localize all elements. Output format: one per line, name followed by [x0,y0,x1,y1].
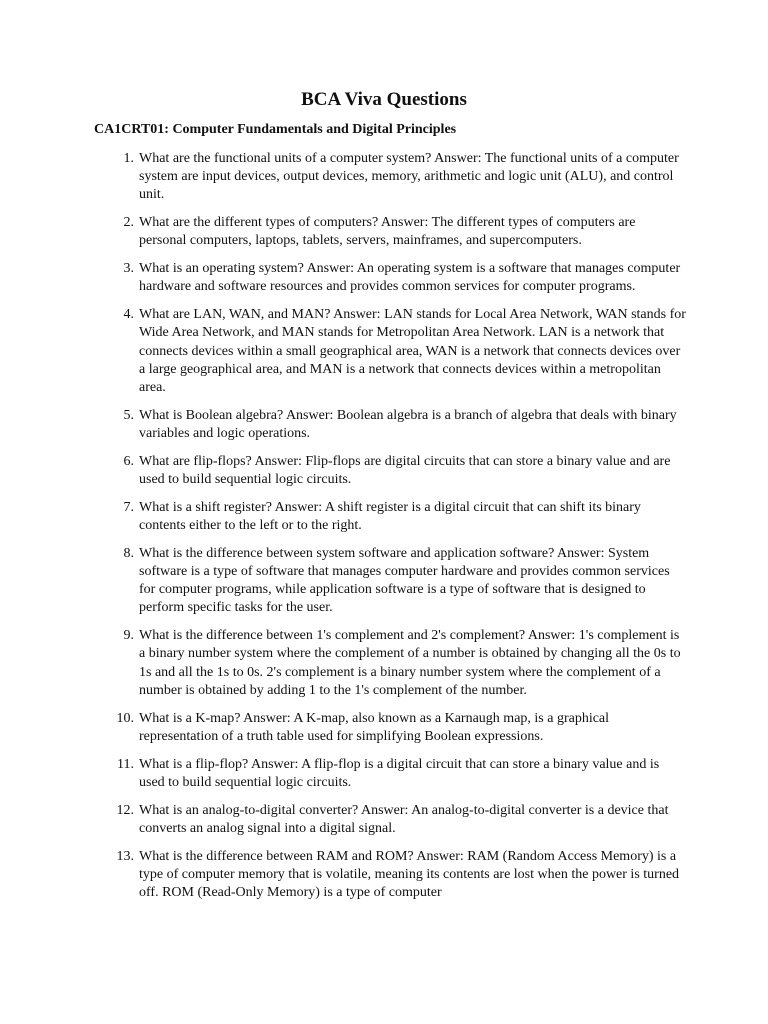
list-item [94,802,686,838]
list-item [94,848,686,903]
list-item [94,545,686,618]
question-number: 6. [123,453,134,469]
question-text: What is an analog-to-digital converter? Answer: An analog-to-digital converter is a device that converts an analog signal into a digital signal. [139,802,669,836]
list-item [94,407,686,443]
list-item [94,150,686,205]
list-item [94,627,686,700]
list-item [94,214,686,250]
question-number: 10. [116,710,134,726]
question-text: What are the functional units of a computer system? Answer: The functional units of a computer system are input devices, output devices, memory, arithmetic and logic unit (ALU), and control unit. [139,151,679,203]
question-number: 5. [123,407,134,423]
list-item [94,453,686,489]
document-title: BCA Viva Questions [301,89,467,110]
question-text: What is a flip-flop? Answer: A flip-flop is a digital circuit that can store a binary value and is used to build sequential logic circuits. [139,756,660,790]
list-item [94,710,686,746]
question-list [94,150,686,912]
list-item [94,499,686,535]
question-text: What is the difference between system software and application software? Answer: System software is a type of software that manages computer hardware and provides common services for computer programs, while application software is a type of software that is designed to perform specific tasks for the user. [139,545,670,616]
list-item [94,306,686,397]
question-number: 4. [123,307,134,323]
question-number: 11. [117,756,134,772]
question-text: What are the different types of computers? Answer: The different types of computers are personal computers, laptops, tablets, servers, mainframes, and supercomputers. [139,215,636,249]
question-text: What are flip-flops? Answer: Flip-flops are digital circuits that can store a binary value and are used to build sequential logic circuits. [139,453,671,488]
question-text: What is the difference between 1's complement and 2's complement? Answer: 1's complement is a binary number system where the complement of a number is obtained by changing all the 0s to 1s and all the 1s to 0s. 2's complement is a binary number system where the complement of a number is obtained by adding 1 to the 1's complement of the number. [139,628,681,698]
list-item [94,260,686,296]
question-text: What is Boolean algebra? Answer: Boolean algebra is a branch of algebra that deals with binary variables and logic operations. [139,407,677,442]
question-number: 7. [123,499,134,515]
question-text: What is an operating system? Answer: An operating system is a software that manages computer hardware and software resources and provides common services for computer programs. [139,261,681,295]
question-number: 9. [123,628,134,644]
question-number: 3. [123,261,134,277]
question-text: What is the difference between RAM and ROM? Answer: RAM (Random Access Memory) is a type of computer memory that is volatile, meaning its contents are lost when the power is turned off. ROM (Read-Only Memory) is a type of computer [139,848,680,901]
list-item [94,756,686,792]
question-text: What is a shift register? Answer: A shift register is a digital circuit that can shift its binary contents either to the left or to the right. [139,499,641,534]
section-heading: CA1CRT01: Computer Fundamentals and Digital Principles [94,122,457,137]
question-number: 8. [123,545,134,561]
question-number: 1. [123,151,134,166]
question-number: 12. [116,802,134,818]
question-text: What are LAN, WAN, and MAN? Answer: LAN stands for Local Area Network, WAN stands for Wide Area Network, and MAN stands for Metropolitan Area Network. LAN is a network that connects devices within a small geographical area, WAN is a network that connects devices over a large geographical area, and MAN is a network that connects devices within a metropolitan area. [139,307,686,396]
question-number: 13. [116,848,134,864]
question-text: What is a K-map? Answer: A K-map, also known as a Karnaugh map, is a graphical representation of a truth table used for simplifying Boolean expressions. [139,710,610,744]
question-number: 2. [123,215,134,231]
